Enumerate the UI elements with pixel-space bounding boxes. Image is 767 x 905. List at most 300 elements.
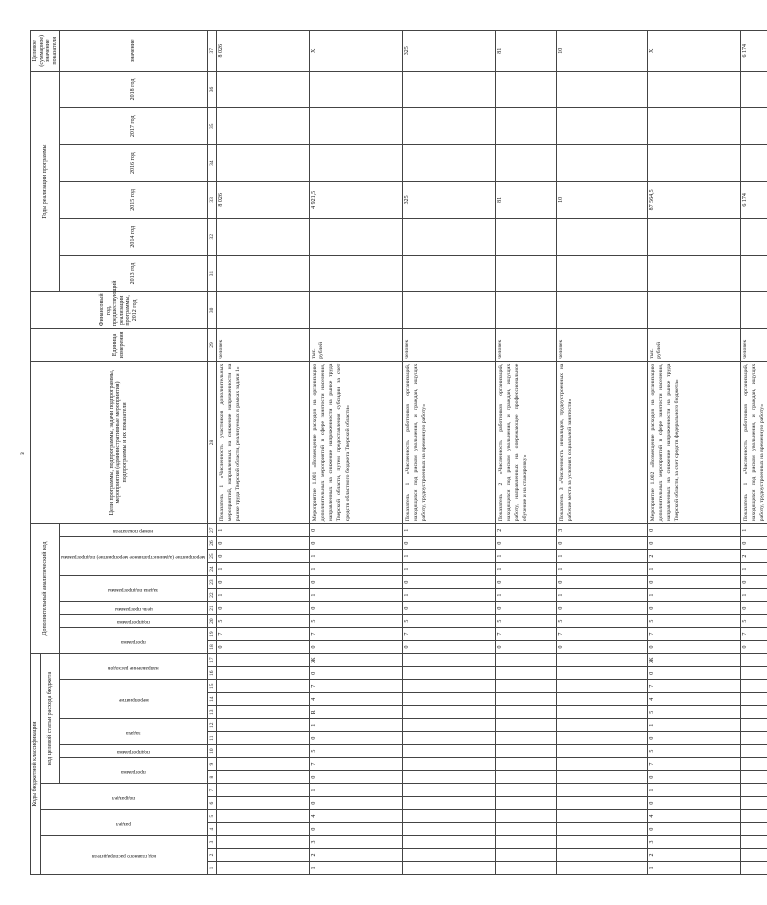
- code-digit: [495, 693, 556, 706]
- row-fin-year-value: [556, 292, 647, 329]
- code-digit: 0: [216, 537, 309, 550]
- code-digit: [402, 719, 495, 732]
- code-digit: [216, 706, 309, 719]
- code-digit: 5: [647, 706, 740, 719]
- code-digit: 1: [556, 550, 647, 563]
- target-col-program: программа: [60, 758, 207, 784]
- code-digit: [216, 758, 309, 771]
- code-digit: 2: [309, 849, 402, 862]
- row-year-value: 4 921,5: [309, 182, 402, 219]
- column-number: 8: [207, 771, 216, 784]
- stray-mark: з: [18, 452, 26, 455]
- year-2017: 2017 год: [60, 108, 207, 145]
- code-digit: [402, 732, 495, 745]
- code-digit: 0: [402, 537, 495, 550]
- row-year-value: [556, 145, 647, 182]
- code-digit: 0: [556, 576, 647, 589]
- row-description: Показатель 1 «Численность участников дополнительных мероприятий, направленных на снижение напряженности на рынке труда Тверской области, реализуемых в рамках задачи 1»: [216, 361, 309, 523]
- code-digit: 0: [740, 602, 767, 615]
- row-year-value: [740, 71, 767, 108]
- code-digit: Ж: [309, 654, 402, 667]
- row-final-value: 6 174: [740, 31, 767, 72]
- column-number: 31: [207, 255, 216, 292]
- row-year-value: [647, 108, 740, 145]
- code-digit: [556, 732, 647, 745]
- table-wrapper: [30, 30, 766, 875]
- table-row: [740, 31, 767, 875]
- year-2014: 2014 год: [60, 218, 207, 255]
- table-row: [402, 31, 495, 875]
- row-year-value: [556, 218, 647, 255]
- code-digit: [740, 758, 767, 771]
- column-number: 33: [207, 182, 216, 219]
- code-digit: [495, 680, 556, 693]
- code-digit: 1: [309, 550, 402, 563]
- budget-col-subsection: подраздел: [40, 784, 207, 810]
- column-number: 35: [207, 108, 216, 145]
- table-row: [495, 31, 556, 875]
- code-digit: [402, 849, 495, 862]
- code-digit: 1: [647, 784, 740, 797]
- analytic-col-subprogram: подпрограмма: [60, 615, 207, 628]
- column-number: 29: [207, 329, 216, 361]
- code-digit: 0: [216, 641, 309, 654]
- code-digit: 1: [309, 862, 402, 875]
- code-digit: [402, 771, 495, 784]
- code-digit: [556, 654, 647, 667]
- column-number: 7: [207, 784, 216, 797]
- code-digit: 0: [309, 641, 402, 654]
- final-value-subheader: значение: [60, 31, 207, 72]
- code-digit: 7: [216, 628, 309, 641]
- column-number: 23: [207, 576, 216, 589]
- code-digit: 3: [556, 524, 647, 537]
- code-digit: 1: [740, 589, 767, 602]
- row-final-value: 325: [402, 31, 495, 72]
- row-fin-year-value: [402, 292, 495, 329]
- row-unit: человек: [216, 329, 309, 361]
- code-digit: [556, 849, 647, 862]
- code-digit: [495, 745, 556, 758]
- code-digit: 7: [309, 628, 402, 641]
- code-digit: [740, 719, 767, 732]
- row-year-value: [216, 218, 309, 255]
- code-digit: [740, 732, 767, 745]
- code-digit: [556, 810, 647, 823]
- code-digit: [402, 667, 495, 680]
- budget-col-chief: код главного распорядителя: [40, 836, 207, 875]
- code-digit: [402, 758, 495, 771]
- code-digit: 0: [309, 576, 402, 589]
- code-digit: [216, 667, 309, 680]
- code-digit: 5: [402, 615, 495, 628]
- code-digit: 0: [309, 797, 402, 810]
- table-row: [647, 31, 740, 875]
- code-digit: 1: [216, 563, 309, 576]
- code-digit: 0: [309, 524, 402, 537]
- code-digit: [556, 706, 647, 719]
- row-year-value: [216, 255, 309, 292]
- code-digit: [216, 732, 309, 745]
- code-digit: 7: [495, 628, 556, 641]
- row-year-value: [647, 145, 740, 182]
- code-digit: [402, 797, 495, 810]
- unit-header: Единица измерения: [31, 329, 208, 361]
- row-year-value: [216, 71, 309, 108]
- column-number: 17: [207, 654, 216, 667]
- code-digit: [556, 719, 647, 732]
- code-digit: 4: [647, 693, 740, 706]
- column-number: 13: [207, 706, 216, 719]
- code-digit: 5: [216, 615, 309, 628]
- year-2018: 2018 год: [60, 71, 207, 108]
- column-number: 18: [207, 641, 216, 654]
- row-unit: человек: [556, 329, 647, 361]
- row-year-value: [216, 145, 309, 182]
- code-digit: [556, 680, 647, 693]
- row-year-value: [309, 218, 402, 255]
- row-year-value: [647, 218, 740, 255]
- code-digit: 0: [647, 771, 740, 784]
- code-digit: 7: [740, 628, 767, 641]
- row-final-value: 81: [495, 31, 556, 72]
- code-digit: [495, 732, 556, 745]
- row-year-value: 87 564,5: [647, 182, 740, 219]
- row-year-value: 6 174: [740, 182, 767, 219]
- row-fin-year-value: [216, 292, 309, 329]
- row-description: Показатель 2 «Численность работников организаций, находящихся под риском увольнения, и граждан, ищущих работу, направленных на опережающее профессиональное обучение и на стажировку»: [495, 361, 556, 523]
- code-digit: [216, 719, 309, 732]
- analytic-col-indicator: номер показателя: [60, 524, 207, 537]
- header-row-1: [31, 31, 41, 875]
- row-unit: человек: [495, 329, 556, 361]
- row-year-value: [495, 145, 556, 182]
- code-digit: [740, 654, 767, 667]
- column-number: 32: [207, 218, 216, 255]
- row-year-value: [495, 255, 556, 292]
- code-digit: 0: [309, 823, 402, 836]
- code-digit: 1: [647, 862, 740, 875]
- column-number: 3: [207, 836, 216, 849]
- code-digit: 2: [495, 524, 556, 537]
- column-number: 25: [207, 550, 216, 563]
- code-digit: [740, 836, 767, 849]
- code-digit: 2: [740, 550, 767, 563]
- target-col-task: задача: [60, 719, 207, 745]
- code-digit: [216, 784, 309, 797]
- row-year-value: [309, 255, 402, 292]
- code-digit: 0: [402, 576, 495, 589]
- code-digit: [402, 745, 495, 758]
- analytic-code-header: Дополнительный аналитический код: [31, 524, 60, 654]
- code-digit: 7: [556, 628, 647, 641]
- row-year-value: 8 026: [216, 182, 309, 219]
- row-fin-year-value: [647, 292, 740, 329]
- row-year-value: [556, 71, 647, 108]
- code-digit: [402, 706, 495, 719]
- code-digit: 1: [402, 563, 495, 576]
- code-digit: [740, 784, 767, 797]
- column-number: 36: [207, 71, 216, 108]
- code-digit: 7: [309, 680, 402, 693]
- row-description: Показатель 1 «Численность работников организаций, находящихся под риском увольнения, и граждан, ищущих работу, трудоустроенных на временную работу»: [402, 361, 495, 523]
- column-number: 16: [207, 667, 216, 680]
- code-digit: [556, 836, 647, 849]
- code-digit: 3: [309, 836, 402, 849]
- row-description: Показатель 1 «Численность работников организаций, находящихся под риском увольнения, и граждан, ищущих работу, трудоустроенных на временную работу»: [740, 361, 767, 523]
- column-number: 26: [207, 537, 216, 550]
- code-digit: 0: [740, 537, 767, 550]
- code-digit: [402, 823, 495, 836]
- code-digit: 7: [309, 758, 402, 771]
- row-year-value: [647, 71, 740, 108]
- code-digit: [740, 680, 767, 693]
- final-value-header: Целевое (суммарное) значение показателя: [31, 31, 60, 72]
- column-number: 2: [207, 849, 216, 862]
- analytic-col-goal: цель программы: [60, 602, 207, 615]
- code-digit: 0: [740, 641, 767, 654]
- column-number: 24: [207, 563, 216, 576]
- code-digit: [495, 706, 556, 719]
- code-digit: 1: [740, 524, 767, 537]
- code-digit: 0: [216, 576, 309, 589]
- row-final-value: 8 026: [216, 31, 309, 72]
- column-number: 21: [207, 602, 216, 615]
- row-year-value: [556, 108, 647, 145]
- code-digit: 0: [495, 537, 556, 550]
- code-digit: 0: [647, 537, 740, 550]
- code-digit: [556, 693, 647, 706]
- code-digit: 0: [647, 823, 740, 836]
- column-number: 14: [207, 693, 216, 706]
- code-digit: [402, 680, 495, 693]
- row-year-value: [216, 108, 309, 145]
- row-unit: человек: [740, 329, 767, 361]
- code-digit: [556, 745, 647, 758]
- code-digit: 1: [402, 550, 495, 563]
- target-col-subprogram: подпрограмма: [60, 745, 207, 758]
- code-digit: 2: [647, 550, 740, 563]
- code-digit: [402, 810, 495, 823]
- code-digit: [402, 784, 495, 797]
- row-description: Мероприятие 1.002 «Возмещение расходов на организацию дополнительных мероприятий в сфере занятости населения, направленных на снижение напряженности на рынке труда Тверской области, за счет средств федерального бюджета»: [647, 361, 740, 523]
- code-digit: [556, 784, 647, 797]
- target-item-header: код целевой статьи расхода бюджета: [40, 654, 60, 784]
- code-digit: 1: [309, 589, 402, 602]
- code-digit: [740, 823, 767, 836]
- row-description: Мероприятие 1.001 «Возмещение расходов на организацию дополнительных мероприятий в сфере занятости населения, направленных на снижение напряженности на рынке труда Тверской области, путем предоставления субсидии за счет средств областного бюджета Тверской области»: [309, 361, 402, 523]
- row-year-value: [402, 255, 495, 292]
- code-digit: 1: [556, 563, 647, 576]
- column-number: 4: [207, 823, 216, 836]
- code-digit: 1: [495, 563, 556, 576]
- column-number-row: [207, 31, 216, 875]
- code-digit: [556, 823, 647, 836]
- code-digit: 1: [216, 589, 309, 602]
- code-digit: [495, 784, 556, 797]
- year-2016: 2016 год: [60, 145, 207, 182]
- row-year-value: [402, 145, 495, 182]
- code-digit: [495, 654, 556, 667]
- column-number: 20: [207, 615, 216, 628]
- code-digit: 5: [495, 615, 556, 628]
- year-2013: 2013 год: [60, 255, 207, 292]
- code-digit: [495, 758, 556, 771]
- row-year-value: 81: [495, 182, 556, 219]
- fin-year-header: Финансовый год, предшествующий реализации программы, 2012 год: [31, 292, 208, 329]
- code-digit: 0: [495, 641, 556, 654]
- row-year-value: [309, 108, 402, 145]
- code-digit: 5: [309, 615, 402, 628]
- code-digit: [216, 745, 309, 758]
- code-digit: [216, 771, 309, 784]
- code-digit: [740, 797, 767, 810]
- analytic-col-program: программа: [60, 628, 207, 654]
- table-row: [309, 31, 402, 875]
- code-digit: 5: [556, 615, 647, 628]
- code-digit: 0: [495, 602, 556, 615]
- code-digit: [216, 797, 309, 810]
- code-digit: 0: [556, 537, 647, 550]
- row-year-value: [495, 218, 556, 255]
- row-year-value: [495, 71, 556, 108]
- code-digit: [216, 693, 309, 706]
- code-digit: 0: [216, 602, 309, 615]
- row-year-value: [740, 218, 767, 255]
- code-digit: 1: [495, 550, 556, 563]
- program-indicators-table: [30, 30, 767, 875]
- code-digit: 1: [309, 563, 402, 576]
- goals-header: Цели программы, подпрограммы, задачи подпрограммы, мероприятия (административные мероприятия) подпрограммы и их показатели: [31, 361, 208, 523]
- code-digit: [740, 745, 767, 758]
- budget-classification-header: Коды бюджетной классификации: [31, 654, 41, 875]
- code-digit: 1: [647, 719, 740, 732]
- code-digit: [495, 810, 556, 823]
- code-digit: 1: [495, 589, 556, 602]
- code-digit: 5: [647, 615, 740, 628]
- code-digit: [402, 693, 495, 706]
- row-final-value: 10: [556, 31, 647, 72]
- row-year-value: [495, 108, 556, 145]
- code-digit: 1: [216, 524, 309, 537]
- code-digit: 0: [309, 771, 402, 784]
- code-digit: [556, 862, 647, 875]
- code-digit: [495, 849, 556, 862]
- code-digit: [216, 823, 309, 836]
- code-digit: [556, 758, 647, 771]
- code-digit: [495, 862, 556, 875]
- column-number: 34: [207, 145, 216, 182]
- code-digit: 3: [647, 836, 740, 849]
- code-digit: 0: [647, 667, 740, 680]
- code-digit: 0: [309, 667, 402, 680]
- code-digit: Ж: [647, 654, 740, 667]
- row-final-value: Х: [647, 31, 740, 72]
- code-digit: 0: [647, 641, 740, 654]
- code-digit: 0: [216, 550, 309, 563]
- column-number: 28: [207, 361, 216, 523]
- code-digit: [556, 797, 647, 810]
- row-year-value: [556, 255, 647, 292]
- code-digit: 7: [647, 758, 740, 771]
- code-digit: 0: [740, 576, 767, 589]
- code-digit: 2: [647, 849, 740, 862]
- code-digit: [556, 667, 647, 680]
- code-digit: [495, 667, 556, 680]
- code-digit: 1: [402, 524, 495, 537]
- code-digit: 0: [556, 602, 647, 615]
- code-digit: [740, 771, 767, 784]
- column-number: 11: [207, 732, 216, 745]
- code-digit: [216, 862, 309, 875]
- column-number: 15: [207, 680, 216, 693]
- row-fin-year-value: [740, 292, 767, 329]
- code-digit: 0: [309, 732, 402, 745]
- row-fin-year-value: [495, 292, 556, 329]
- code-digit: [495, 797, 556, 810]
- row-unit: тыс. рублей: [309, 329, 402, 361]
- code-digit: 1: [740, 563, 767, 576]
- code-digit: 0: [402, 602, 495, 615]
- code-digit: R: [309, 706, 402, 719]
- code-digit: 0: [402, 641, 495, 654]
- budget-col-section: раздел: [40, 810, 207, 836]
- row-unit: тыс. рублей: [647, 329, 740, 361]
- code-digit: [216, 849, 309, 862]
- target-col-event: мероприятие: [60, 680, 207, 719]
- analytic-col-event: мероприятие (административное мероприятие) подпрограммы: [60, 537, 207, 576]
- column-number: 27: [207, 524, 216, 537]
- row-year-value: [647, 255, 740, 292]
- column-number: 37: [207, 31, 216, 72]
- row-unit: человек: [402, 329, 495, 361]
- row-fin-year-value: [309, 292, 402, 329]
- code-digit: 0: [309, 537, 402, 550]
- row-year-value: [740, 255, 767, 292]
- code-digit: 0: [495, 576, 556, 589]
- column-number: 12: [207, 719, 216, 732]
- column-number: 6: [207, 797, 216, 810]
- code-digit: 0: [647, 797, 740, 810]
- row-year-value: [740, 145, 767, 182]
- analytic-col-task: задача подпрограммы: [60, 576, 207, 602]
- column-number: 19: [207, 628, 216, 641]
- table-row: [556, 31, 647, 875]
- code-digit: [740, 862, 767, 875]
- code-digit: [740, 706, 767, 719]
- code-digit: 0: [309, 602, 402, 615]
- year-2015: 2015 год: [60, 182, 207, 219]
- code-digit: 7: [402, 628, 495, 641]
- code-digit: [216, 810, 309, 823]
- years-header: Годы реализации программы: [31, 71, 60, 292]
- row-year-value: [402, 71, 495, 108]
- code-digit: 5: [647, 745, 740, 758]
- code-digit: [740, 693, 767, 706]
- code-digit: [740, 849, 767, 862]
- code-digit: [740, 667, 767, 680]
- code-digit: [402, 654, 495, 667]
- code-digit: 1: [647, 563, 740, 576]
- code-digit: 0: [647, 576, 740, 589]
- code-digit: 5: [309, 745, 402, 758]
- row-year-value: [402, 108, 495, 145]
- code-digit: 5: [740, 615, 767, 628]
- column-number: 9: [207, 758, 216, 771]
- column-number: 1: [207, 862, 216, 875]
- column-number: 5: [207, 810, 216, 823]
- code-digit: 1: [309, 784, 402, 797]
